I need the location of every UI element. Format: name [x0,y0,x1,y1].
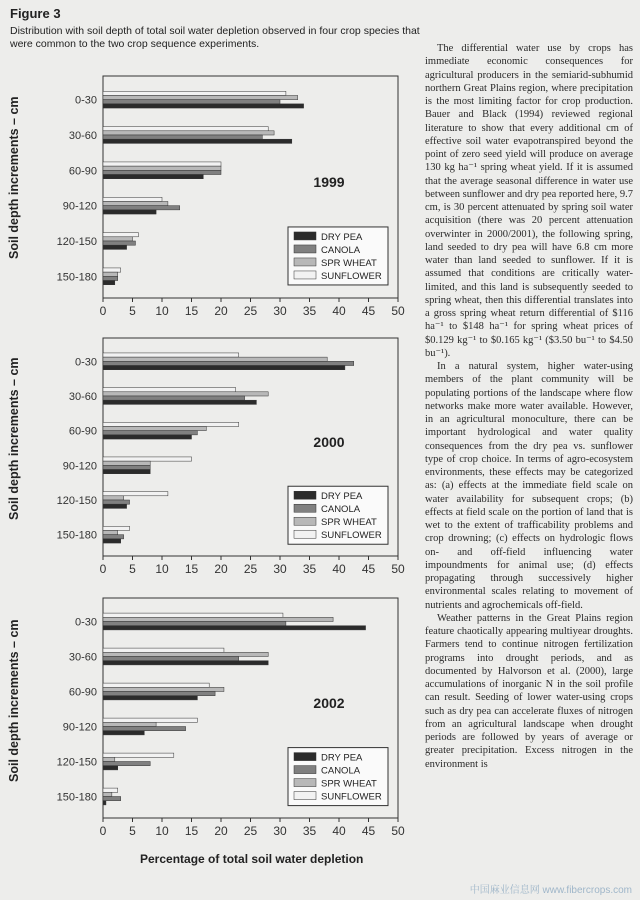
legend-swatch [294,753,316,761]
bar-spr-wheat [103,757,115,761]
x-tick-label: 35 [302,562,317,576]
x-tick-label: 5 [129,562,136,576]
bar-canola [103,135,262,139]
legend-label: SPR WHEAT [321,257,377,269]
x-tick-label: 10 [155,304,169,318]
category-label: 60-90 [68,686,97,699]
x-tick-label: 40 [332,304,346,318]
bar-canola [103,797,121,801]
legend-swatch [294,517,316,525]
x-tick-label: 45 [361,304,376,318]
bar-spr-wheat [103,272,118,276]
x-tick-label: 30 [273,304,287,318]
legend-label: DRY PEA [321,752,363,764]
legend-swatch [294,792,316,800]
legend-swatch [294,232,316,240]
x-tick-label: 0 [99,304,107,318]
bar-sunflower [103,127,268,131]
x-tick-label: 20 [214,562,228,576]
legend-label: DRY PEA [321,491,363,503]
bar-dry-pea [103,210,156,214]
bar-canola [103,622,286,626]
bar-spr-wheat [103,461,150,465]
category-label: 60-90 [68,165,97,178]
category-label: 90-120 [62,200,97,213]
bar-spr-wheat [103,617,333,621]
bar-spr-wheat [103,131,274,135]
bar-dry-pea [103,661,268,665]
x-axis-label: Percentage of total soil water depletion [140,852,364,866]
category-label: 90-120 [62,460,97,473]
bar-dry-pea [103,366,345,370]
chart-year-title: 1999 [313,174,345,190]
bar-canola [103,396,245,400]
x-tick-label: 50 [391,304,405,318]
bar-dry-pea [103,175,203,179]
figure-label: Figure 3 [10,6,61,21]
category-label: 0-30 [74,94,97,107]
x-tick-label: 15 [184,824,199,838]
body-paragraph: Weather patterns in the Great Plains region feature chaotically appearing multiyear droughts. Farmers tend to continue nitrogen fertilization programs into drought periods, and as documented by Halvorson et al. (2000), large accumulations of inorganic N in the soil profile can result. Seeding of lower water-using crops such as dry pea can accelerate fluxes of nitrogen from an agricultural landscape when drought periods are followed by years of average or greater precipitation. Excess nitrogen in the environment is [425,612,633,770]
bar-canola [103,206,180,210]
y-axis-label-2000: Soil depth increments – cm [7,357,21,520]
legend-swatch [294,258,316,266]
bar-sunflower [103,388,236,392]
x-tick-label: 45 [361,824,376,838]
legend-label: SUNFLOWER [321,270,382,282]
bar-canola [103,692,215,696]
bar-sunflower [103,753,174,757]
bar-spr-wheat [103,687,224,691]
x-tick-label: 35 [302,304,317,318]
x-tick-label: 0 [99,824,107,838]
bar-sunflower [103,233,138,237]
bar-spr-wheat [103,166,221,170]
chart-year-title: 2002 [313,695,345,711]
legend-label: DRY PEA [321,231,363,243]
category-label: 30-60 [68,391,97,403]
bar-sunflower [103,648,224,652]
category-label: 60-90 [68,425,97,438]
bar-spr-wheat [103,530,118,534]
bar-dry-pea [103,400,256,404]
bar-canola [103,535,124,539]
x-tick-label: 10 [155,562,169,576]
legend-label: SUNFLOWER [321,791,382,803]
bar-canola [103,727,186,731]
bar-dry-pea [103,696,197,700]
bar-spr-wheat [103,392,268,396]
x-tick-label: 20 [214,824,228,838]
bar-sunflower [103,526,130,530]
legend-swatch [294,491,316,499]
category-label: 120-150 [56,495,97,507]
x-tick-label: 45 [361,562,376,576]
bar-sunflower [103,457,192,461]
legend-label: SUNFLOWER [321,530,382,542]
bar-sunflower [103,492,168,496]
bar-spr-wheat [103,95,298,99]
bar-sunflower [103,613,283,617]
category-label: 150-180 [56,791,97,804]
legend-label: CANOLA [321,504,361,516]
bar-sunflower [103,268,121,272]
category-label: 150-180 [56,529,97,542]
bar-dry-pea [103,245,127,249]
body-paragraph: The differential water use by crops has immediate economic consequences for agricultural producers in the semiarid-subhumid northern Great Plains region, where precipitation is the most limiting factor for crop production. Bauer and Black (1994) reviewed regional literature to show that every additional cm of effective soil water evapotranspired beyond the point of zero seed yield will produce on average 130 kg ha⁻¹ spring wheat yield. If it is assumed that the average seasonal difference in water use between sunflower and dry pea reported here, 9.7 cm, is 30 percent attenuated by spring soil water acquisition (there was 20 percent attenuation overwinter in 2000/2001), the following spring, land seeded to dry pea will have 6.8 cm more water than land seeded to sunflower. If it is assumed that conditions are critically water-limited, and this land is subsequently seeded to spring wheat, then this differential translates into a gross spring wheat return differential of $116 ha⁻¹ to $148 ha⁻¹ for spring wheat prices of $0.129 kg⁻¹ to $0.165 kg⁻¹ ($3.50 bu⁻¹ to $4.50 bu⁻¹). [425,43,633,359]
category-label: 90-120 [62,721,97,734]
legend-label: CANOLA [321,244,361,256]
bar-canola [103,431,197,435]
legend-swatch [294,530,316,538]
category-label: 30-60 [68,651,97,664]
bar-dry-pea [103,470,150,474]
bar-sunflower [103,718,197,722]
category-label: 120-150 [56,236,97,248]
x-tick-label: 50 [391,824,405,838]
bar-spr-wheat [103,237,133,241]
legend-swatch [294,504,316,512]
category-label: 120-150 [56,756,97,769]
bar-canola [103,465,150,469]
bar-canola [103,276,118,280]
bar-dry-pea [103,504,127,508]
legend-label: SPR WHEAT [321,778,377,790]
bar-dry-pea [103,435,192,439]
bar-spr-wheat [103,722,156,726]
y-axis-label-2002: Soil depth increments – cm [7,619,21,782]
x-tick-label: 0 [99,562,107,576]
bar-spr-wheat [103,652,268,656]
y-axis-label-1999: Soil depth increments – cm [7,96,21,259]
bar-dry-pea [103,104,304,108]
bar-spr-wheat [103,357,327,361]
bar-canola [103,500,130,504]
bar-dry-pea [103,539,121,543]
x-tick-label: 5 [129,304,136,318]
bar-canola [103,657,239,661]
x-tick-label: 20 [214,304,228,318]
x-tick-label: 5 [129,824,136,838]
x-tick-label: 30 [273,562,287,576]
x-tick-label: 10 [155,824,169,838]
body-paragraph: In a natural system, higher water-using members of the plant community will be populating portions of the landscape where flow networks make more water available. However, in an agricultural monoculture, there can be important hydrological and water quality consequences from the dry pea vs. sunflower type of crop choice. In terms of agro-ecosystem environments, these effects may be categorized as: (a) effects at the immediate field scale on water availability for subsequent crops; (b) effects at field scale on the portion of land that is wet to the extent of trafficability problems and crop drowning; (c) effects on hydrologic flows on- and off-field influencing water impoundments for animal use; (d) effects propagating through successively higher environmental scales relating to movement of nutrients and agrochemicals off-field. [425,361,633,611]
bar-sunflower [103,162,221,166]
bar-canola [103,241,135,245]
bar-dry-pea [103,801,106,805]
bar-dry-pea [103,766,118,770]
chart-year-title: 2000 [313,434,345,450]
x-tick-label: 30 [273,824,287,838]
x-tick-label: 25 [243,824,258,838]
category-label: 0-30 [74,356,97,369]
x-tick-label: 15 [184,562,199,576]
bar-sunflower [103,91,286,95]
watermark: 中国麻业信息网 www.fibercrops.com [469,885,632,896]
bar-sunflower [103,353,239,357]
bar-dry-pea [103,281,115,285]
bar-canola [103,762,150,766]
bar-sunflower [103,788,118,792]
bar-sunflower [103,197,162,201]
category-label: 30-60 [68,130,97,142]
x-tick-label: 25 [243,304,258,318]
article-body [425,42,633,771]
bar-spr-wheat [103,426,206,430]
bar-dry-pea [103,139,292,143]
bar-canola [103,361,354,365]
x-tick-label: 15 [184,304,199,318]
bar-spr-wheat [103,496,124,500]
bar-sunflower [103,422,239,426]
category-label: 0-30 [74,616,97,629]
legend-swatch [294,779,316,787]
x-tick-label: 50 [391,562,405,576]
legend-label: SPR WHEAT [321,517,377,529]
legend-label: CANOLA [321,765,361,777]
bar-spr-wheat [103,792,112,796]
bar-canola [103,170,221,174]
figure-caption: Distribution with soil depth of total soil water depletion observed in four crop species that were common to the two crop sequence experiments. [10,25,420,50]
x-tick-label: 40 [332,824,346,838]
bar-dry-pea [103,626,366,630]
bar-sunflower [103,683,209,687]
x-tick-label: 40 [332,562,346,576]
legend-swatch [294,245,316,253]
x-tick-label: 35 [302,824,317,838]
bar-canola [103,100,280,104]
bar-spr-wheat [103,201,168,205]
legend-swatch [294,271,316,279]
legend-swatch [294,766,316,774]
bar-dry-pea [103,731,144,735]
x-tick-label: 25 [243,562,258,576]
category-label: 150-180 [56,271,97,284]
